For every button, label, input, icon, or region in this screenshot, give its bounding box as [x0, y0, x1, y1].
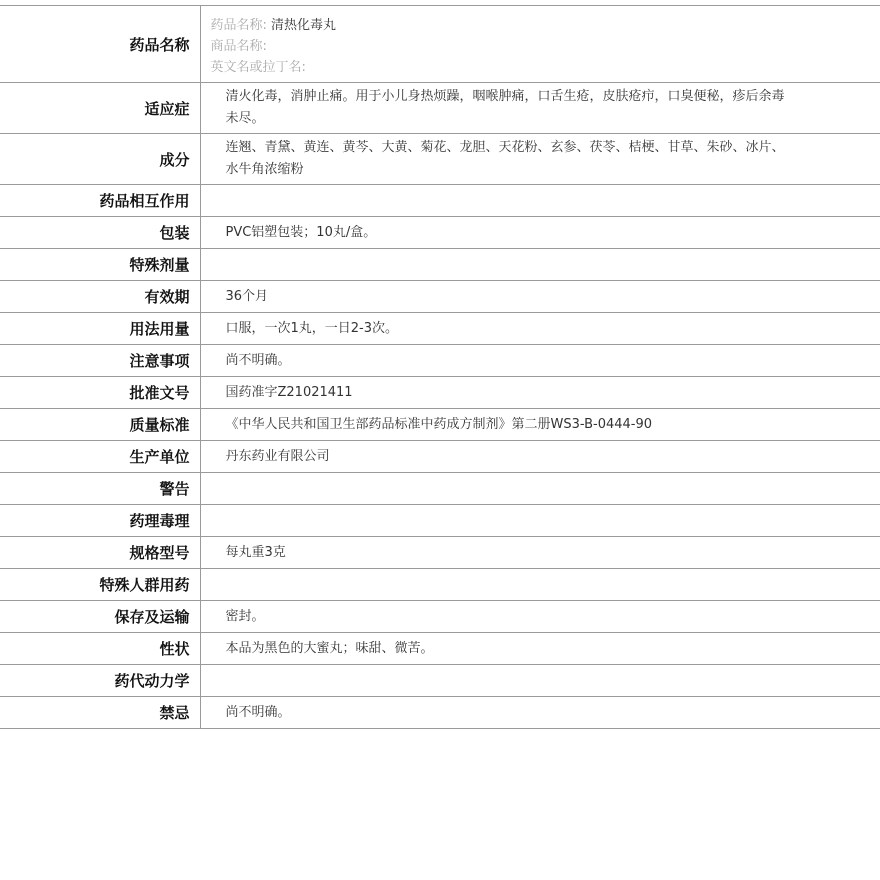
- row-label: 药代动力学: [0, 665, 200, 697]
- row-value: 丹东药业有限公司: [200, 441, 880, 473]
- drug-spec-table: [0, 5, 880, 729]
- generic-name-key: 药品名称:: [210, 18, 267, 33]
- row-approval-number: [0, 377, 880, 409]
- row-label: 生产单位: [0, 441, 200, 473]
- row-label: 药理毒理: [0, 505, 200, 537]
- row-label: 药品相互作用: [0, 185, 200, 217]
- row-specification: [0, 537, 880, 569]
- trade-name-key: 商品名称:: [210, 39, 267, 54]
- row-contraindications: [0, 697, 880, 729]
- row-value: 国药准字Z21021411: [200, 377, 880, 409]
- row-label: 药品名称: [0, 6, 200, 83]
- row-label: 保存及运输: [0, 601, 200, 633]
- row-value: [200, 185, 880, 217]
- row-label: 性状: [0, 633, 200, 665]
- row-label: 特殊剂量: [0, 249, 200, 281]
- row-manufacturer: [0, 441, 880, 473]
- row-label: 适应症: [0, 83, 200, 134]
- row-indications: [0, 83, 880, 134]
- row-value: 36个月: [200, 281, 880, 313]
- row-value: [200, 665, 880, 697]
- row-special-dosage: [0, 249, 880, 281]
- row-label: 批准文号: [0, 377, 200, 409]
- row-value: 本品为黑色的大蜜丸；味甜、微苦。: [200, 633, 880, 665]
- row-value: 口服，一次1丸，一日2-3次。: [200, 313, 880, 345]
- row-value: 每丸重3克: [200, 537, 880, 569]
- row-label: 规格型号: [0, 537, 200, 569]
- row-description: [0, 633, 880, 665]
- row-warning: [0, 473, 880, 505]
- row-label: 成分: [0, 134, 200, 185]
- row-pharmacokinetics: [0, 665, 880, 697]
- row-label: 包装: [0, 217, 200, 249]
- row-dosage: [0, 313, 880, 345]
- row-value: 尚不明确。: [200, 697, 880, 729]
- row-value: 连翘、青黛、黄连、黄芩、大黄、菊花、龙胆、天花粉、玄参、茯苓、桔梗、甘草、朱砂、冰片、水牛角浓缩粉: [200, 134, 880, 185]
- row-drug-name: [0, 6, 880, 83]
- row-value: 清火化毒，消肿止痛。用于小儿身热烦躁，咽喉肿痛，口舌生疮，皮肤疮疖，口臭便秘，疹后余毒未尽。: [200, 83, 880, 134]
- row-storage: [0, 601, 880, 633]
- row-packaging: [0, 217, 880, 249]
- row-value: [200, 505, 880, 537]
- row-label: 禁忌: [0, 697, 200, 729]
- row-label: 警告: [0, 473, 200, 505]
- generic-name-value: 清热化毒丸: [271, 18, 337, 33]
- drug-name-cell: [200, 6, 880, 83]
- row-value: [200, 569, 880, 601]
- row-quality-standard: [0, 409, 880, 441]
- english-name-key: 英文名或拉丁名:: [210, 60, 306, 75]
- row-label: 用法用量: [0, 313, 200, 345]
- row-value: PVC铝塑包装；10丸/盒。: [200, 217, 880, 249]
- trade-name-line: [211, 36, 791, 57]
- row-value: [200, 473, 880, 505]
- english-name-line: [211, 57, 791, 78]
- row-drug-interactions: [0, 185, 880, 217]
- generic-name-line: [211, 15, 791, 36]
- row-value: 《中华人民共和国卫生部药品标准中药成方制剂》第二册WS3-B-0444-90: [200, 409, 880, 441]
- row-pharmacology: [0, 505, 880, 537]
- row-shelf-life: [0, 281, 880, 313]
- row-label: 特殊人群用药: [0, 569, 200, 601]
- row-value: 尚不明确。: [200, 345, 880, 377]
- row-label: 注意事项: [0, 345, 200, 377]
- row-value: [200, 249, 880, 281]
- row-ingredients: [0, 134, 880, 185]
- row-label: 有效期: [0, 281, 200, 313]
- row-label: 质量标准: [0, 409, 200, 441]
- row-value: 密封。: [200, 601, 880, 633]
- row-precautions: [0, 345, 880, 377]
- row-special-populations: [0, 569, 880, 601]
